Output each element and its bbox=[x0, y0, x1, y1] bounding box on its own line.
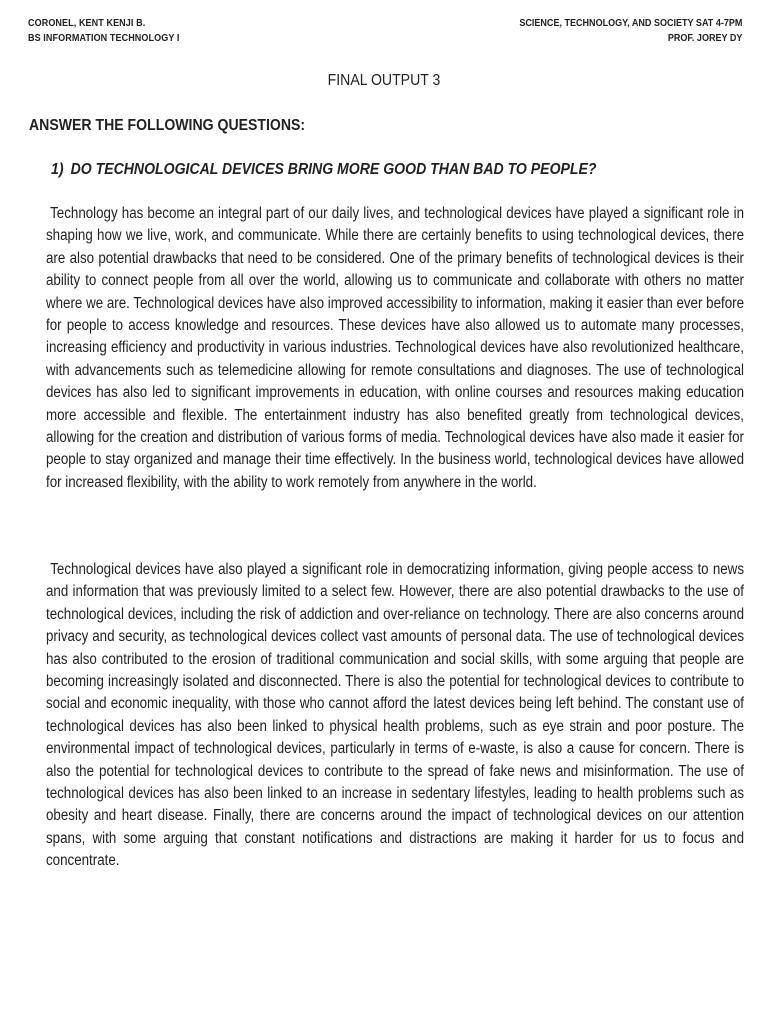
question-heading bbox=[51, 160, 597, 180]
professor-name: PROF. JOREY DY bbox=[667, 32, 742, 44]
course-info-header bbox=[519, 16, 742, 46]
question-number: 1) bbox=[51, 161, 64, 178]
instructions-heading: ANSWER THE FOLLOWING QUESTIONS: bbox=[29, 117, 306, 134]
student-info-header bbox=[28, 16, 179, 46]
course-name: SCIENCE, TECHNOLOGY, AND SOCIETY SAT 4-7PM bbox=[518, 17, 742, 29]
answer-paragraph-1: Technology has become an integral part of our daily lives, and technological devices have played a significant role in shaping how we live, work, and communicate. While there are certainly benefits to using technological devices, there are also potential drawbacks that need to be considered. One of the primary benefits of technological devices is their ability to connect people from all over the world, allowing us to communicate and collaborate with others no matter where we are. Technological devices have also improved accessibility to information, making it easier than ever before for people to access knowledge and resources. These devices have also allowed us to automate many processes, increasing efficiency and productivity in various industries. Technological devices have also revolutionized healthcare, with advancements such as telemedicine allowing for remote consultations and diagnoses. The use of technological devices has also led to significant improvements in education, with online courses and resources making education more accessible and flexible. The entertainment industry has also benefited greatly from technological devices, allowing for the creation and distribution of various forms of media. Technological devices have also made it easier for people to stay organized and manage their time effectively. In the business world, technological devices have allowed for increased flexibility, with the ability to work remotely from anywhere in the world. bbox=[46, 205, 744, 491]
document-title: FINAL OUTPUT 3 bbox=[327, 72, 441, 89]
student-name: CORONEL, KENT KENJI B. bbox=[28, 17, 146, 29]
student-program: BS INFORMATION TECHNOLOGY I bbox=[28, 32, 180, 44]
question-text: DO TECHNOLOGICAL DEVICES BRING MORE GOOD THAN BAD TO PEOPLE? bbox=[70, 161, 597, 178]
answer-paragraph-2: Technological devices have also played a significant role in democratizing information, giving people access to news and information that was previously limited to a select few. However, there are also potential drawbacks to the use of technological devices, including the risk of addiction and over-reliance on technology. There are also concerns around privacy and security, as technological devices collect vast amounts of personal data. The use of technological devices has also contributed to the erosion of traditional communication and social skills, with some arguing that people are becoming increasingly isolated and disconnected. There is also the potential for technological devices to contribute to social and economic inequality, with those who cannot afford the latest devices being left behind. The constant use of technological devices has also been linked to physical health problems, such as eye strain and poor posture. The environmental impact of technological devices, particularly in terms of e-waste, is also a cause for concern. There is also the potential for technological devices to contribute to the spread of fake news and misinformation. The use of technological devices has also been linked to an increase in sedentary lifestyles, leading to health problems such as obesity and heart disease. Finally, there are concerns around the impact of technological devices on our attention spans, with some arguing that constant notifications and distractions are making it harder for us to focus and concentrate. bbox=[46, 561, 744, 870]
